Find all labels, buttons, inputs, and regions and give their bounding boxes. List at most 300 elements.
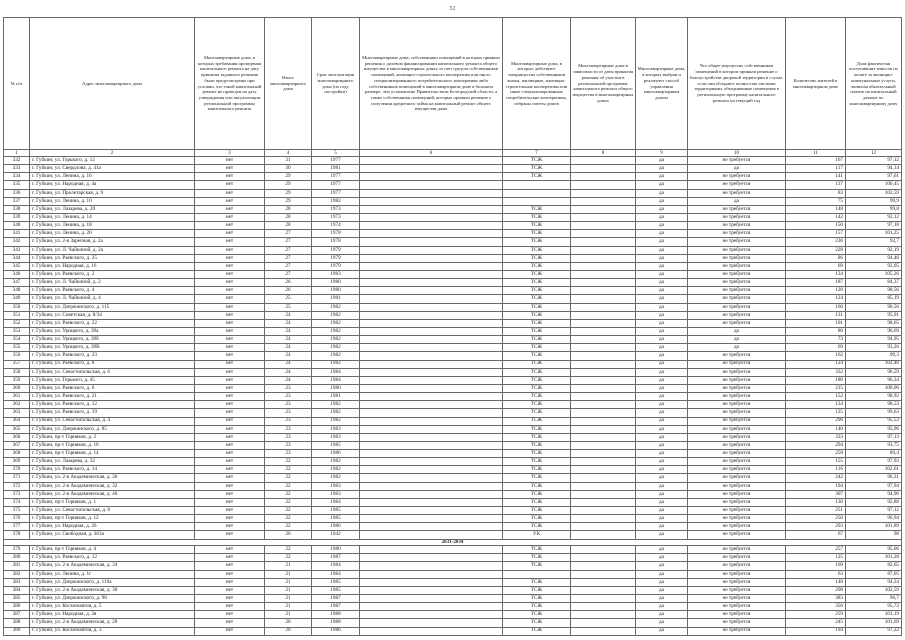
table-row	[4, 546, 902, 554]
landscaping-cell: не требуется	[688, 279, 786, 287]
management-cell: да	[636, 578, 688, 586]
table-row	[4, 319, 902, 327]
management-cell: да	[636, 173, 688, 181]
decision-date-cell	[571, 344, 636, 352]
wear-cell: 21	[265, 611, 312, 619]
payments-share-cell: 85,19	[846, 295, 902, 303]
row-number: 372	[4, 482, 30, 490]
address-cell: г. Губкин, ул. Народная, д. 16	[30, 262, 195, 270]
payments-share-cell: 92,88	[846, 498, 902, 506]
table-row	[4, 311, 902, 319]
row-number: 354	[4, 336, 30, 344]
table-row	[4, 295, 902, 303]
landscaping-cell: не требуется	[688, 246, 786, 254]
row-number: 374	[4, 498, 30, 506]
repair-required-cell: нет	[195, 173, 265, 181]
residents-cell: 116	[786, 466, 846, 474]
repair-required-cell: нет	[195, 189, 265, 197]
address-cell: г. Губкин, ул. Пролетарская, д. 9	[30, 189, 195, 197]
decision-date-cell	[571, 376, 636, 384]
co-financing-cell	[360, 254, 503, 262]
col-header-residents: Количество жителей в многоквартирном доме	[786, 18, 846, 150]
management-cell: да	[636, 490, 688, 498]
wear-cell: 24	[265, 344, 312, 352]
payments-share-cell: 98,56	[846, 287, 902, 295]
hoa-cell: ТСЖ	[503, 360, 571, 368]
co-financing-cell	[360, 352, 503, 360]
wear-cell: 23	[265, 401, 312, 409]
table-row	[4, 603, 902, 611]
row-number: 348	[4, 287, 30, 295]
wear-cell: 22	[265, 507, 312, 515]
decision-date-cell	[571, 295, 636, 303]
hoa-cell: ТСЖ	[503, 205, 571, 213]
payments-share-cell: 97,12	[846, 507, 902, 515]
decision-date-cell	[571, 578, 636, 586]
row-number: 347	[4, 279, 30, 287]
row-number: 334	[4, 173, 30, 181]
management-cell: да	[636, 287, 688, 295]
payments-share-cell: 92,19	[846, 246, 902, 254]
co-financing-cell	[360, 368, 503, 376]
management-cell: да	[636, 482, 688, 490]
management-cell: да	[636, 279, 688, 287]
build-year-cell: 1983	[312, 482, 360, 490]
landscaping-cell: не требуется	[688, 401, 786, 409]
hoa-cell: ТСЖ	[503, 352, 571, 360]
address-cell: г. Губкин, ул. Космонавтов, д. 5	[30, 603, 195, 611]
payments-share-cell: 95,91	[846, 311, 902, 319]
co-financing-cell	[360, 507, 503, 515]
decision-date-cell	[571, 181, 636, 189]
decision-date-cell	[571, 401, 636, 409]
repair-required-cell: нет	[195, 458, 265, 466]
build-year-cell: 1982	[312, 360, 360, 368]
table-row	[4, 238, 902, 246]
wear-cell: 25	[265, 303, 312, 311]
management-cell: да	[636, 270, 688, 278]
management-cell: да	[636, 311, 688, 319]
build-year-cell: 1987	[312, 594, 360, 602]
decision-date-cell	[571, 327, 636, 335]
hoa-cell: ТСЖ	[503, 523, 571, 531]
management-cell: да	[636, 554, 688, 562]
wear-cell: 21	[265, 586, 312, 594]
row-number: 345	[4, 262, 30, 270]
table-row	[4, 393, 902, 401]
payments-share-cell: 101,89	[846, 523, 902, 531]
payments-share-cell: 98,92	[846, 393, 902, 401]
address-cell: г. Губкин, ул. Дзержинского, д. 98	[30, 594, 195, 602]
hoa-cell: ТСЖ	[503, 515, 571, 523]
row-number: 333	[4, 165, 30, 173]
build-year-cell: 1985	[312, 507, 360, 515]
repair-required-cell: нет	[195, 570, 265, 578]
build-year-cell: 1979	[312, 246, 360, 254]
payments-share-cell: 105,26	[846, 270, 902, 278]
address-cell: г. Губкин, ул. Урицкого, д. 39а	[30, 327, 195, 335]
build-year-cell: 1942	[312, 531, 360, 539]
decision-date-cell	[571, 205, 636, 213]
wear-cell: 26	[265, 287, 312, 295]
address-cell: г. Губкин, ул. Раевского, д. 6	[30, 384, 195, 392]
co-financing-cell	[360, 401, 503, 409]
wear-cell: 27	[265, 270, 312, 278]
wear-cell: 29	[265, 173, 312, 181]
landscaping-cell: не требуется	[688, 295, 786, 303]
build-year-cell: 1982	[312, 197, 360, 205]
residents-cell: 160	[786, 303, 846, 311]
build-year-cell: 1986	[312, 450, 360, 458]
wear-cell: 23	[265, 417, 312, 425]
hoa-cell: ТСЖ	[503, 466, 571, 474]
repair-required-cell: нет	[195, 515, 265, 523]
table-row	[4, 336, 902, 344]
co-financing-cell	[360, 173, 503, 181]
management-cell: да	[636, 458, 688, 466]
table-row	[4, 482, 902, 490]
management-cell: да	[636, 393, 688, 401]
management-cell: да	[636, 230, 688, 238]
co-financing-cell	[360, 441, 503, 449]
row-number: 352	[4, 319, 30, 327]
row-number: 346	[4, 270, 30, 278]
management-cell: да	[636, 474, 688, 482]
management-cell: да	[636, 327, 688, 335]
management-cell: да	[636, 441, 688, 449]
address-cell: г. Губкин, ул. 2-я Академическая, д. 30	[30, 586, 195, 594]
landscaping-cell: не требуется	[688, 303, 786, 311]
table-row	[4, 450, 902, 458]
build-year-cell: 1985	[312, 578, 360, 586]
hoa-cell: ТСЖ	[503, 173, 571, 181]
table-row	[4, 352, 902, 360]
payments-share-cell: 95,53	[846, 417, 902, 425]
table-row	[4, 189, 902, 197]
build-year-cell: 1978	[312, 230, 360, 238]
row-number: 350	[4, 303, 30, 311]
landscaping-cell: да	[688, 344, 786, 352]
hoa-cell: ТСЖ	[503, 213, 571, 221]
col-number: 9	[636, 150, 688, 157]
build-year-cell: 1982	[312, 311, 360, 319]
address-cell: г. Губкин, ул. Ленина, д. 10	[30, 197, 195, 205]
co-financing-cell	[360, 594, 503, 602]
residents-cell: 356	[786, 603, 846, 611]
landscaping-cell: не требуется	[688, 490, 786, 498]
decision-date-cell	[571, 458, 636, 466]
residents-cell: 169	[786, 562, 846, 570]
wear-cell: 24	[265, 352, 312, 360]
hoa-cell: ТСЖ	[503, 546, 571, 554]
repair-required-cell: нет	[195, 586, 265, 594]
management-cell: да	[636, 295, 688, 303]
decision-date-cell	[571, 586, 636, 594]
decision-date-cell	[571, 554, 636, 562]
payments-share-cell: 97,18	[846, 222, 902, 230]
repair-required-cell: нет	[195, 562, 265, 570]
repair-required-cell: нет	[195, 368, 265, 376]
build-year-cell: 1982	[312, 409, 360, 417]
landscaping-cell: не требуется	[688, 619, 786, 627]
residents-cell: 203	[786, 523, 846, 531]
co-financing-cell	[360, 619, 503, 627]
repair-required-cell: нет	[195, 594, 265, 602]
row-number: 339	[4, 213, 30, 221]
landscaping-cell: не требуется	[688, 157, 786, 165]
payments-share-cell: 99,63	[846, 409, 902, 417]
residents-cell: 125	[786, 409, 846, 417]
co-financing-cell	[360, 393, 503, 401]
wear-cell: 27	[265, 238, 312, 246]
co-financing-cell	[360, 344, 503, 352]
decision-date-cell	[571, 627, 636, 635]
decision-date-cell	[571, 603, 636, 611]
co-financing-cell	[360, 546, 503, 554]
table-row	[4, 594, 902, 602]
wear-cell: 23	[265, 393, 312, 401]
residents-cell: 69	[786, 262, 846, 270]
repair-required-cell: нет	[195, 417, 265, 425]
management-cell: да	[636, 586, 688, 594]
payments-share-cell: 96,69	[846, 327, 902, 335]
payments-share-cell: 84,37	[846, 279, 902, 287]
residents-cell: 75	[786, 197, 846, 205]
hoa-cell: ТСЖ	[503, 425, 571, 433]
decision-date-cell	[571, 384, 636, 392]
payments-share-cell: 92,7	[846, 238, 902, 246]
col-number: 3	[195, 150, 265, 157]
repair-required-cell: нет	[195, 425, 265, 433]
decision-date-cell	[571, 368, 636, 376]
col-number: 11	[786, 150, 846, 157]
residents-cell: 83	[786, 189, 846, 197]
management-cell: да	[636, 205, 688, 213]
address-cell: г. Губкин, ул. Раевского, д. 23	[30, 352, 195, 360]
row-number: 382	[4, 570, 30, 578]
row-number: 384	[4, 586, 30, 594]
hoa-cell: ТСЖ	[503, 319, 571, 327]
table-row	[4, 327, 902, 335]
section-period-label: 2031-2034	[4, 539, 902, 546]
header-row	[4, 18, 902, 150]
repair-required-cell: нет	[195, 336, 265, 344]
table-row	[4, 344, 902, 352]
payments-share-cell: 82,65	[846, 562, 902, 570]
landscaping-cell: да	[688, 197, 786, 205]
landscaping-cell: не требуется	[688, 433, 786, 441]
management-cell: да	[636, 425, 688, 433]
decision-date-cell	[571, 570, 636, 578]
table-row	[4, 376, 902, 384]
landscaping-cell: не требуется	[688, 287, 786, 295]
decision-date-cell	[571, 213, 636, 221]
hoa-cell: ТСЖ	[503, 311, 571, 319]
hoa-cell: ТСЖ	[503, 279, 571, 287]
payments-share-cell: 95,72	[846, 603, 902, 611]
landscaping-cell: не требуется	[688, 173, 786, 181]
wear-cell: 24	[265, 311, 312, 319]
landscaping-cell: не требуется	[688, 578, 786, 586]
co-financing-cell	[360, 311, 503, 319]
address-cell: г. Губкин, ул. Раевского, д. 8	[30, 360, 195, 368]
payments-share-cell: 96,7	[846, 594, 902, 602]
management-cell: да	[636, 417, 688, 425]
row-number: 349	[4, 295, 30, 303]
payments-share-cell: 97,12	[846, 157, 902, 165]
row-number: 380	[4, 554, 30, 562]
payments-share-cell: 100,45	[846, 181, 902, 189]
repair-required-cell: нет	[195, 311, 265, 319]
residents-cell: 258	[786, 450, 846, 458]
co-financing-cell	[360, 319, 503, 327]
payments-share-cell: 92,05	[846, 262, 902, 270]
landscaping-cell: не требуется	[688, 205, 786, 213]
address-cell: г. Губкин, ул. Севастопольская, д. 8	[30, 507, 195, 515]
co-financing-cell	[360, 181, 503, 189]
landscaping-cell: не требуется	[688, 368, 786, 376]
hoa-cell: ТСЖ	[503, 230, 571, 238]
repair-required-cell: нет	[195, 165, 265, 173]
build-year-cell: 1983	[312, 270, 360, 278]
col-number: 7	[503, 150, 571, 157]
landscaping-cell: не требуется	[688, 376, 786, 384]
row-number: 367	[4, 441, 30, 449]
table-row	[4, 466, 902, 474]
hoa-cell: ТСЖ	[503, 578, 571, 586]
co-financing-cell	[360, 611, 503, 619]
co-financing-cell	[360, 230, 503, 238]
management-cell: да	[636, 246, 688, 254]
hoa-cell: ТСЖ	[503, 287, 571, 295]
col-header-decision-date: Многоквартирные дома в зависимости от даты принятия решения об участии в региональной программе капитального ремонта общего имущества в многоквартирных домах	[571, 18, 636, 150]
address-cell: г. Губкин, ул. Раевского, д. 14	[30, 466, 195, 474]
decision-date-cell	[571, 409, 636, 417]
build-year-cell: 1982	[312, 344, 360, 352]
landscaping-cell: не требуется	[688, 603, 786, 611]
co-financing-cell	[360, 327, 503, 335]
repair-required-cell: нет	[195, 254, 265, 262]
build-year-cell: 1982	[312, 474, 360, 482]
hoa-cell: ТСЖ	[503, 474, 571, 482]
management-cell: да	[636, 352, 688, 360]
hoa-cell: ТСЖ	[503, 270, 571, 278]
table-row	[4, 523, 902, 531]
co-financing-cell	[360, 425, 503, 433]
repair-required-cell: нет	[195, 352, 265, 360]
repair-required-cell: нет	[195, 181, 265, 189]
table-row	[4, 474, 902, 482]
wear-cell: 24	[265, 319, 312, 327]
management-cell: да	[636, 546, 688, 554]
landscaping-cell: не требуется	[688, 562, 786, 570]
payments-share-cell: 99,3	[846, 352, 902, 360]
landscaping-cell: да	[688, 165, 786, 173]
co-financing-cell	[360, 570, 503, 578]
co-financing-cell	[360, 627, 503, 635]
hoa-cell: ТСЖ	[503, 254, 571, 262]
landscaping-cell: не требуется	[688, 262, 786, 270]
wear-cell: 22	[265, 515, 312, 523]
co-financing-cell	[360, 450, 503, 458]
payments-share-cell: 94,14	[846, 165, 902, 173]
build-year-cell: 1987	[312, 554, 360, 562]
management-cell: да	[636, 360, 688, 368]
build-year-cell: 1985	[312, 586, 360, 594]
residents-cell: 69	[786, 344, 846, 352]
management-cell: да	[636, 189, 688, 197]
wear-cell: 23	[265, 450, 312, 458]
repair-required-cell: нет	[195, 401, 265, 409]
hoa-cell: ТСЖ	[503, 262, 571, 270]
table-row	[4, 619, 902, 627]
payments-share-cell: 102,59	[846, 189, 902, 197]
hoa-cell: ТСЖ	[503, 603, 571, 611]
row-number: 368	[4, 450, 30, 458]
payments-share-cell: 100,06	[846, 384, 902, 392]
residents-cell: 117	[786, 165, 846, 173]
residents-cell: 167	[786, 157, 846, 165]
hoa-cell: ТСЖ	[503, 450, 571, 458]
row-number: 378	[4, 531, 30, 539]
col-header-management: Многоквартирные дома, в которых выбран и реализуют способ управления многоквартирным домом	[636, 18, 688, 150]
repair-required-cell: нет	[195, 441, 265, 449]
hoa-cell: ТСЖ	[503, 490, 571, 498]
landscaping-cell: не требуется	[688, 393, 786, 401]
decision-date-cell	[571, 173, 636, 181]
management-cell: да	[636, 213, 688, 221]
payments-share-cell: 94,24	[846, 578, 902, 586]
hoa-cell: ТСЖ	[503, 327, 571, 335]
co-financing-cell	[360, 515, 503, 523]
payments-share-cell: 92,12	[846, 213, 902, 221]
landscaping-cell: не требуется	[688, 611, 786, 619]
management-cell: да	[636, 262, 688, 270]
table-row	[4, 222, 902, 230]
table-row	[4, 173, 902, 181]
build-year-cell: 1977	[312, 189, 360, 197]
wear-cell: 29	[265, 197, 312, 205]
co-financing-cell	[360, 360, 503, 368]
management-cell: да	[636, 368, 688, 376]
build-year-cell: 1980	[312, 287, 360, 295]
payments-share-cell: 99,9	[846, 197, 902, 205]
residents-cell: 215	[786, 384, 846, 392]
build-year-cell: 1983	[312, 433, 360, 441]
payments-share-cell: 97,22	[846, 627, 902, 635]
payments-share-cell: 98,53	[846, 401, 902, 409]
build-year-cell: 1984	[312, 570, 360, 578]
row-number: 377	[4, 523, 30, 531]
wear-cell: 25	[265, 295, 312, 303]
wear-cell: 22	[265, 554, 312, 562]
landscaping-cell: не требуется	[688, 458, 786, 466]
payments-share-cell: 97,61	[846, 173, 902, 181]
landscaping-cell: не требуется	[688, 319, 786, 327]
decision-date-cell	[571, 515, 636, 523]
decision-date-cell	[571, 262, 636, 270]
row-number: 358	[4, 368, 30, 376]
table-row	[4, 368, 902, 376]
address-cell: г. Губкин, ул. Ленина, д. 14	[30, 213, 195, 221]
decision-date-cell	[571, 270, 636, 278]
payments-share-cell: 96,94	[846, 515, 902, 523]
hoa-cell: ТСЖ	[503, 611, 571, 619]
decision-date-cell	[571, 230, 636, 238]
decision-date-cell	[571, 336, 636, 344]
hoa-cell: ТСЖ	[503, 619, 571, 627]
wear-cell: 24	[265, 368, 312, 376]
